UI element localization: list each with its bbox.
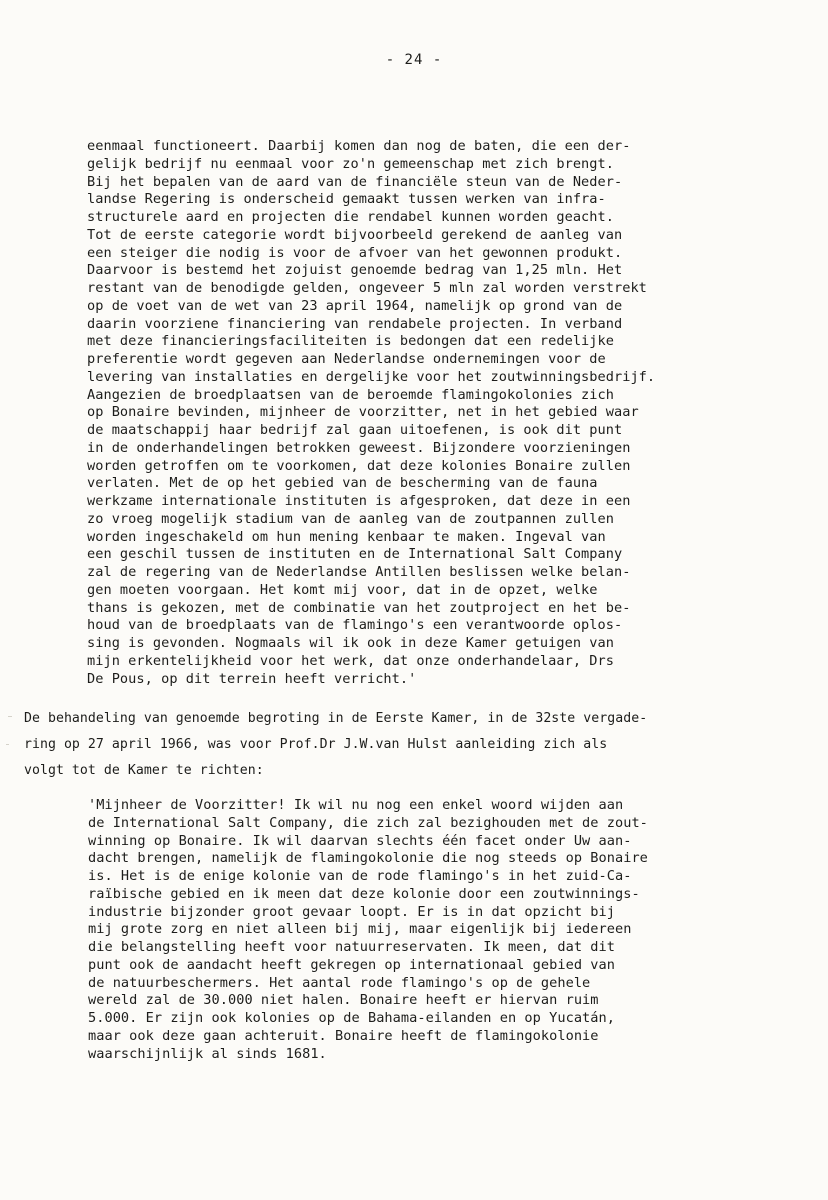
scan-mark: [8, 716, 12, 717]
scan-mark: [6, 744, 9, 745]
page-number: - 24 -: [385, 52, 443, 68]
body-paragraph-narrative: De behandeling van genoemde begroting in de Eerste Kamer, in de 32ste vergade- ring op 27 april 1966, was voor Prof.Dr J.W.van Hulst aanleiding zich als volgt tot de Kamer te richten:: [24, 711, 648, 778]
body-paragraph-quoted-continuation: eenmaal functioneert. Daarbij komen dan nog de baten, die een der- gelijk bedrijf nu eenmaal voor zo'n gemeenschap met zich brengt. Bij het bepalen van de aard van de financiële steun van de Neder- landse Regering is onderscheid gemaakt tussen werken van infra- structurele aard en projecten die rendabel kunnen worden geacht. Tot de eerste categorie wordt bijvoorbeeld gerekend de aanleg van een steiger die nodig is voor de afvoer van het gewonnen produkt. Daarvoor is bestemd het zojuist genoemde bedrag van 1,25 mln. Het restant van de benodigde gelden, ongeveer 5 mln zal worden verstrekt op de voet van de wet van 23 april 1964, namelijk op grond van de daarin voorziene financiering van rendabele projecten. In verband met deze financieringsfaciliteiten is bedongen dat een redelijke preferentie wordt gegeven aan Nederlandse ondernemingen voor de levering van installaties en dergelijke voor het zoutwinningsbedrijf. Aangezien de broedplaatsen van de beroemde flamingokolonies zich op Bonaire bevinden, mijnheer de voorzitter, net in het gebied waar de maatschappij haar bedrijf zal gaan uitoefenen, is ook dit punt in de onderhandelingen betrokken geweest. Bijzondere voorzieningen worden getroffen om te voorkomen, dat deze kolonies Bonaire zullen verlaten. Met de op het gebied van de bescherming van de fauna werkzame internationale instituten is afgesproken, dat deze in een zo vroeg mogelijk stadium van de aanleg van de zoutpannen zullen worden ingeschakeld om hun mening kenbaar te maken. Ingeval van een geschil tussen de instituten en de International Salt Company zal de regering van de Nederlandse Antillen beslissen welke belan- gen moeten voorgaan. Het komt mij voor, dat in de opzet, welke thans is gekozen, met de combinatie van het zoutproject en het be- houd van de broedplaats van de flamingo's een verantwoorde oplos- sing is gevonden. Nogmaals wil ik ook in deze Kamer getuigen van mijn erkentelijkheid voor het werk, dat onze onderhandelaar, Drs De Pous, op dit terrein heeft verricht.': [87, 138, 656, 687]
body-paragraph-quotation: 'Mijnheer de Voorzitter! Ik wil nu nog een enkel woord wijden aan de International Salt Company, die zich zal bezighouden met de zout- winning op Bonaire. Ik wil daarvan slechts één facet onder Uw aan- dacht brengen, namelijk de flamingokolonie die nog steeds op Bonaire is. Het is de enige kolonie van de rode flamingo's in het zuid-Ca- raïbische gebied en ik meen dat deze kolonie door een zoutwinnings- industrie bijzonder groot gevaar loopt. Er is in dat opzicht bij mij grote zorg en niet alleen bij mij, maar eigenlijk bij iedereen die belangstelling heeft voor natuurreservaten. Ik meen, dat dit punt ook de aandacht heeft gekregen op internationaal gebied van de natuurbeschermers. Het aantal rode flamingo's op de gehele wereld zal de 30.000 niet halen. Bonaire heeft er hiervan ruim 5.000. Er zijn ook kolonies op de Bahama-eilanden en op Yucatán, maar ook deze gaan achteruit. Bonaire heeft de flamingokolonie waarschijnlijk al sinds 1681.: [88, 797, 648, 1062]
